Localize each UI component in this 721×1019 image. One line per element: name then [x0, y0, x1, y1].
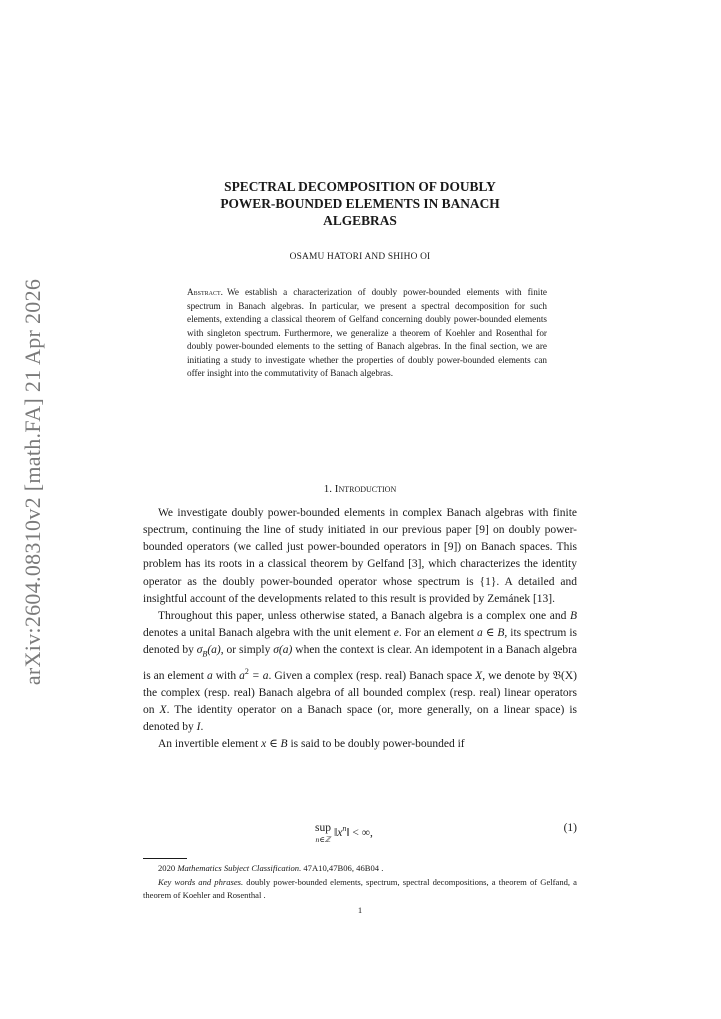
math-var: B — [569, 609, 577, 622]
footnotes — [143, 862, 577, 903]
text-run: , or simply — [220, 644, 274, 657]
keywords-label: Key words and phrases. — [158, 876, 244, 887]
text-run: , its spectrum is denoted by — [143, 627, 577, 657]
section-heading-introduction: 1. Introduction — [323, 483, 397, 495]
text-run: the complex (resp. real) Banach algebra of all bounded complex (resp. real) linear operators on — [143, 686, 577, 716]
math-var: X — [159, 703, 167, 716]
text-run: . Given a complex (resp. real) Banach space — [268, 669, 476, 682]
text-run: . — [200, 721, 204, 733]
math-var: X — [475, 669, 483, 682]
text-run: Throughout this paper, unless otherwise stated, a Banach algebra is a complex one and — [158, 609, 570, 622]
norm-close: ‖ < ∞, — [346, 826, 373, 839]
title-line-2: POWER-BOUNDED ELEMENTS IN BANACH — [220, 196, 500, 211]
text-run: denotes a unital Banach algebra with the unit element — [143, 627, 394, 640]
math-sup: 2 — [244, 666, 249, 676]
math-var: e — [393, 627, 399, 640]
title-line-1: SPECTRAL DECOMPOSITION OF DOUBLY — [224, 179, 496, 194]
sup-symbol: sup — [315, 822, 331, 834]
title-line-3: ALGEBRAS — [323, 213, 397, 228]
text-run: , we denote by — [482, 669, 553, 682]
math-sub: B — [202, 649, 208, 659]
math-expr: a ∈ B — [477, 627, 505, 640]
equation-number: (1) — [563, 822, 577, 834]
norm-expression — [334, 822, 373, 840]
math-expr: (a) — [207, 644, 221, 657]
text-run: is said to be doubly power-bounded if — [287, 738, 465, 751]
paper-title — [143, 178, 577, 229]
introduction-body — [143, 505, 577, 753]
abstract-text: We establish a characterization of doubly power-bounded elements with finite spectrum in Banach algebras. In particular, we present a spectral decomposition for such elements, extending a classical theorem of Gelfand concerning doubly power-bounded elements with singleton spectrum. Furthermore, we generalize a theorem of Koehler and Rosenthal for doubly power-bounded elements to the setting of Banach algebras. In the final section, we are initiating a study to investigate whether the properties of doubly power-bounded elements can offer insight into the commutativity of Banach algebras. — [187, 287, 547, 378]
math-var: σ — [196, 644, 203, 657]
math-expr: x ∈ B — [261, 738, 288, 751]
abstract — [187, 286, 547, 381]
text-run: . The identity operator on a Banach space (or, more generally, on a linear space) is denoted by — [143, 703, 577, 733]
authors: OSAMU HATORI AND SHIHO OI — [289, 252, 431, 262]
keywords-text: doubly power-bounded elements, spectrum, spectral decompositions, a theorem of Gelfand, a theorem of Koehler and Rosenthal . — [143, 876, 577, 900]
msc-codes: 47A10,47B06, 46B04 . — [301, 863, 384, 873]
text-run: with — [212, 669, 240, 682]
norm-open: ‖x — [333, 826, 343, 839]
page-number: 1 — [357, 905, 363, 915]
equation-body — [315, 822, 373, 844]
paragraph-1: We investigate doubly power-bounded elements in complex Banach algebras with finite spectrum, continuing the line of study initiated in our previous paper [9] on doubly power-bounded operators (we called just power-bounded operators in [9]) on Banach spaces. This problem has its roots in a classical theorem by Gelfand [3], which characterizes the identity operator as the doubly power-bounded operator whose spectrum is {1}. A detailed and insightful account of the developments related to this result is provided by Zemánek [13]. — [143, 507, 577, 605]
abstract-label: Abstract. — [187, 287, 223, 297]
footnote-rule — [143, 858, 187, 859]
sup-subscript: n∈ℤ — [315, 835, 331, 844]
math-expr: = a — [248, 669, 269, 682]
math-var: I — [196, 721, 201, 733]
paragraph-3 — [143, 736, 577, 753]
msc-label: Mathematics Subject Classification. — [177, 863, 302, 873]
arxiv-sidebar — [18, 278, 48, 686]
text-run: . For an element — [398, 627, 478, 640]
equation-1 — [143, 822, 577, 850]
footnote-keywords — [143, 876, 577, 903]
text-run: when the context is clear. An idempotent in a Banach algebra is an element — [143, 644, 578, 682]
norm-exponent: n — [342, 824, 347, 833]
math-expr: σ(a) — [273, 644, 293, 657]
math-var: a — [206, 669, 213, 682]
arxiv-identifier: arXiv:2604.08310v2 [math.FA] 21 Apr 2026 — [20, 278, 45, 686]
msc-year: 2020 — [158, 863, 178, 873]
math-expr: 𝔅(X) — [552, 669, 577, 682]
math-var: a — [239, 669, 245, 682]
paragraph-2 — [143, 608, 577, 736]
footnote-msc — [143, 862, 577, 876]
text-run: An invertible element — [158, 738, 262, 751]
sup-operator — [315, 822, 331, 844]
